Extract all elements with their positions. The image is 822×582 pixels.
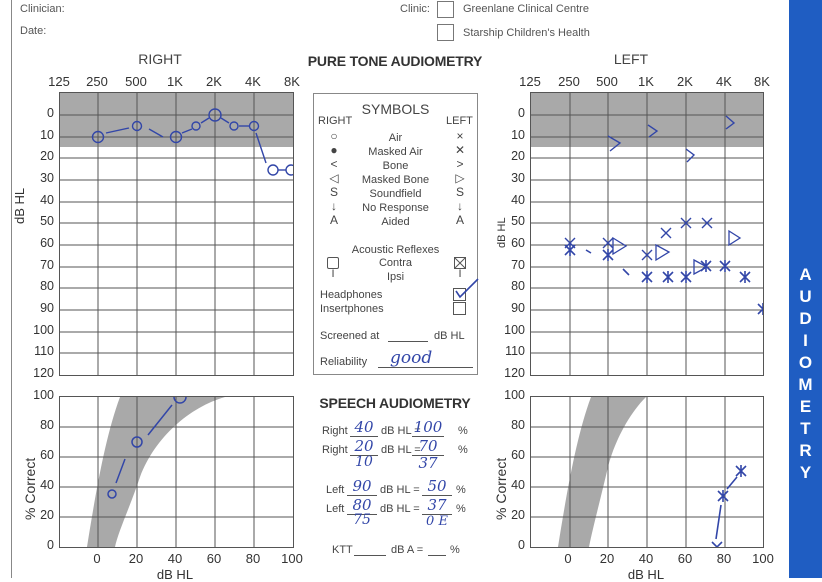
form-border: [11, 0, 12, 578]
y-axis-title: % Correct: [493, 457, 509, 520]
speech-pct-unit: %: [458, 444, 468, 456]
left-speech-grid: [530, 396, 764, 548]
sidebar-vertical-text: [789, 264, 822, 484]
left-speech-plot: [712, 465, 746, 547]
ktt-db-field[interactable]: [354, 555, 386, 556]
speech-pct-field[interactable]: 37: [422, 496, 452, 515]
db-tick: 60: [206, 551, 222, 566]
speech-pct-field[interactable]: 70: [412, 437, 444, 456]
sidebar-letter: O: [798, 353, 813, 372]
y-axis-title: dB HL: [12, 187, 27, 224]
masked-air-left-icon: ✕: [454, 143, 466, 157]
legend-left-header: LEFT: [446, 115, 473, 127]
db-tick: 60: [511, 236, 525, 250]
ktt-label: KTT: [332, 544, 353, 556]
db-tick: 20: [599, 551, 615, 566]
reliability-label: Reliability: [320, 356, 368, 368]
db-tick: 20: [511, 149, 525, 163]
ipsi-right-icon: I: [331, 268, 335, 280]
freq-tick: 125: [519, 74, 541, 89]
legend-label: Bone: [382, 160, 409, 172]
speech-db-field[interactable]: 90: [347, 477, 377, 496]
db-tick: 0: [93, 551, 101, 566]
reliability-field[interactable]: good: [390, 348, 433, 368]
pct-tick: 20: [40, 508, 54, 522]
left-air-plot: [565, 218, 712, 260]
aided-right-icon: A: [329, 213, 338, 227]
db-tick: 80: [40, 279, 54, 293]
speech-db-field[interactable]: 80: [347, 496, 377, 515]
audiometry-sidebar: [789, 0, 822, 578]
ktt-pct-unit: %: [450, 544, 460, 556]
speech-ear-label: Left: [326, 484, 345, 496]
db-tick: 120: [33, 366, 54, 380]
pure-tone-title: PURE TONE AUDIOMETRY: [307, 53, 483, 69]
speech-db-field[interactable]: 20: [350, 437, 378, 456]
bone-left-icon: >: [456, 157, 464, 171]
freq-tick: 500: [125, 74, 147, 89]
freq-tick: 500: [596, 74, 618, 89]
screened-at-label: Screened at: [320, 330, 380, 342]
pct-tick: 60: [511, 448, 525, 462]
right-speech-grid: [59, 396, 294, 548]
y-axis-title: dB HL: [496, 217, 508, 248]
legend-right-header: RIGHT: [318, 115, 353, 127]
sidebar-letter: D: [799, 309, 812, 328]
freq-tick: 4K: [716, 74, 732, 89]
clinician-label: Clinician:: [20, 3, 65, 15]
x-axis-title: dB HL: [627, 567, 665, 582]
sidebar-letter: R: [799, 441, 812, 460]
db-tick: 0: [564, 551, 572, 566]
soundfield-right-icon: S: [329, 185, 338, 199]
freq-tick: 2K: [677, 74, 693, 89]
sidebar-letter: U: [799, 287, 812, 306]
masked-bone-left-icon: ▷: [455, 171, 465, 185]
freq-tick: 250: [86, 74, 108, 89]
speech-pct-field[interactable]: 100: [413, 418, 443, 436]
db-tick: 110: [34, 344, 54, 358]
db-tick: 110: [505, 344, 525, 358]
db-tick: 80: [716, 551, 732, 566]
pct-tick: 0: [47, 538, 54, 552]
speech-db-unit: dB HL =: [380, 484, 420, 496]
ktt-unit: dB A =: [391, 544, 424, 556]
bone-right-icon: <: [330, 157, 338, 171]
pct-tick: 80: [511, 418, 525, 432]
date-label: Date:: [20, 25, 47, 37]
y-axis-title: % Correct: [22, 457, 38, 520]
insertphones-label: Insertphones: [320, 303, 384, 315]
speech-db-sub: 75: [353, 512, 371, 528]
sidebar-letters: [789, 264, 822, 484]
db-tick: 40: [638, 551, 654, 566]
db-tick: 0: [518, 106, 525, 120]
sidebar-letter: M: [798, 375, 813, 394]
speech-ear-label: Right: [322, 425, 348, 437]
db-tick: 60: [40, 236, 54, 250]
speech-title: SPEECH AUDIOMETRY: [319, 395, 471, 411]
speech-pct-sub: 0 E: [426, 514, 448, 529]
db-tick: 20: [128, 551, 144, 566]
soundfield-left-icon: S: [455, 185, 464, 199]
speech-pct-unit: %: [456, 484, 466, 496]
masked-bone-right-icon: ◁: [329, 171, 339, 185]
sidebar-letter: Y: [799, 463, 812, 482]
sidebar-letter: T: [800, 419, 811, 438]
db-tick: 60: [677, 551, 693, 566]
sidebar-letter: I: [803, 331, 808, 350]
pct-tick: 60: [40, 448, 54, 462]
freq-tick: 1K: [167, 74, 183, 89]
clinic-checkbox-starship[interactable]: [437, 24, 454, 41]
masked-air-right-icon: ●: [330, 143, 338, 157]
speech-pct-sub: 37: [418, 454, 438, 472]
db-tick: 10: [40, 128, 54, 142]
clinic-option-starship: Starship Children's Health: [463, 27, 590, 39]
db-tick: 100: [33, 323, 54, 337]
sidebar-letter: E: [799, 397, 812, 416]
speech-db-unit: dB HL =: [381, 444, 421, 456]
speech-db-sub: 10: [355, 454, 373, 470]
pct-tick: 100: [33, 388, 54, 402]
contra-label: Contra: [378, 257, 413, 269]
db-tick: 50: [40, 214, 54, 228]
speech-db-unit: dB HL =: [380, 503, 420, 515]
db-tick: 0: [47, 106, 54, 120]
insertphones-checkbox[interactable]: [453, 302, 466, 315]
legend-label: No Response: [362, 202, 429, 214]
pct-tick: 40: [511, 478, 525, 492]
freq-tick: 8K: [284, 74, 300, 89]
clinic-checkbox-greenlane[interactable]: [437, 1, 454, 18]
pct-tick: 80: [40, 418, 54, 432]
speech-pct-field[interactable]: 50: [422, 477, 452, 496]
clinic-option-greenlane: Greenlane Clinical Centre: [463, 3, 589, 15]
db-tick: 40: [167, 551, 183, 566]
air-left-icon: ×: [456, 129, 464, 143]
screened-unit: dB HL: [434, 330, 465, 342]
pct-tick: 100: [504, 388, 525, 402]
db-tick: 30: [40, 171, 54, 185]
pct-tick: 20: [511, 508, 525, 522]
aided-left-icon: A: [455, 213, 464, 227]
db-tick: 40: [40, 193, 54, 207]
left-ear-title: LEFT: [613, 51, 649, 67]
right-audiogram-grid: [59, 92, 294, 376]
air-right-icon: ○: [330, 129, 338, 143]
pct-tick: 0: [518, 538, 525, 552]
speech-pct-unit: %: [458, 425, 468, 437]
db-tick: 90: [511, 301, 525, 315]
db-tick: 70: [40, 258, 54, 272]
legend-label: Aided: [381, 216, 410, 228]
db-tick: 90: [40, 301, 54, 315]
ipsi-label: Ipsi: [386, 271, 405, 283]
db-tick: 30: [511, 171, 525, 185]
db-tick: 100: [504, 323, 525, 337]
speech-db-field[interactable]: 40: [350, 418, 378, 437]
db-tick: 100: [752, 551, 774, 566]
clinic-label: Clinic:: [400, 3, 430, 15]
legend-label: Soundfield: [369, 188, 422, 200]
right-ear-title: RIGHT: [138, 51, 182, 67]
no-response-left-icon: ↓: [457, 199, 463, 213]
freq-tick: 250: [558, 74, 580, 89]
db-tick: 40: [511, 193, 525, 207]
pct-tick: 40: [40, 478, 54, 492]
db-tick: 120: [504, 366, 525, 380]
speech-ear-label: Left: [326, 503, 345, 515]
db-tick: 100: [281, 551, 303, 566]
headphones-checkbox[interactable]: [453, 288, 466, 301]
headphones-label: Headphones: [320, 289, 383, 301]
db-tick: 70: [511, 258, 525, 272]
speech-ear-label: Right: [322, 444, 348, 456]
ipsi-left-icon: I: [458, 268, 462, 280]
db-tick: 80: [245, 551, 261, 566]
x-axis-title: dB HL: [156, 567, 194, 582]
speech-db-unit: dB HL =: [381, 425, 421, 437]
speech-pct-unit: %: [456, 503, 466, 515]
screened-at-field[interactable]: [388, 341, 428, 342]
legend-label: Air: [388, 132, 403, 144]
legend-label: Masked Air: [368, 146, 423, 158]
left-masked-bone-plot: [613, 231, 740, 274]
freq-tick: 4K: [245, 74, 261, 89]
acoustic-reflexes-label: Acoustic Reflexes: [351, 244, 440, 256]
db-tick: 50: [511, 214, 525, 228]
symbols-title: SYMBOLS: [361, 101, 430, 117]
freq-tick: 2K: [206, 74, 222, 89]
freq-tick: 1K: [638, 74, 654, 89]
symbols-legend: [313, 93, 478, 375]
freq-tick: 8K: [754, 74, 770, 89]
db-tick: 80: [511, 279, 525, 293]
ktt-pct-field[interactable]: [428, 555, 446, 556]
freq-tick: 125: [48, 74, 70, 89]
db-tick: 20: [40, 149, 54, 163]
sidebar-letter: A: [799, 265, 812, 284]
no-response-right-icon: ↓: [331, 199, 337, 213]
legend-label: Masked Bone: [361, 174, 430, 186]
db-tick: 10: [511, 128, 525, 142]
left-audiogram-grid: [530, 92, 764, 376]
